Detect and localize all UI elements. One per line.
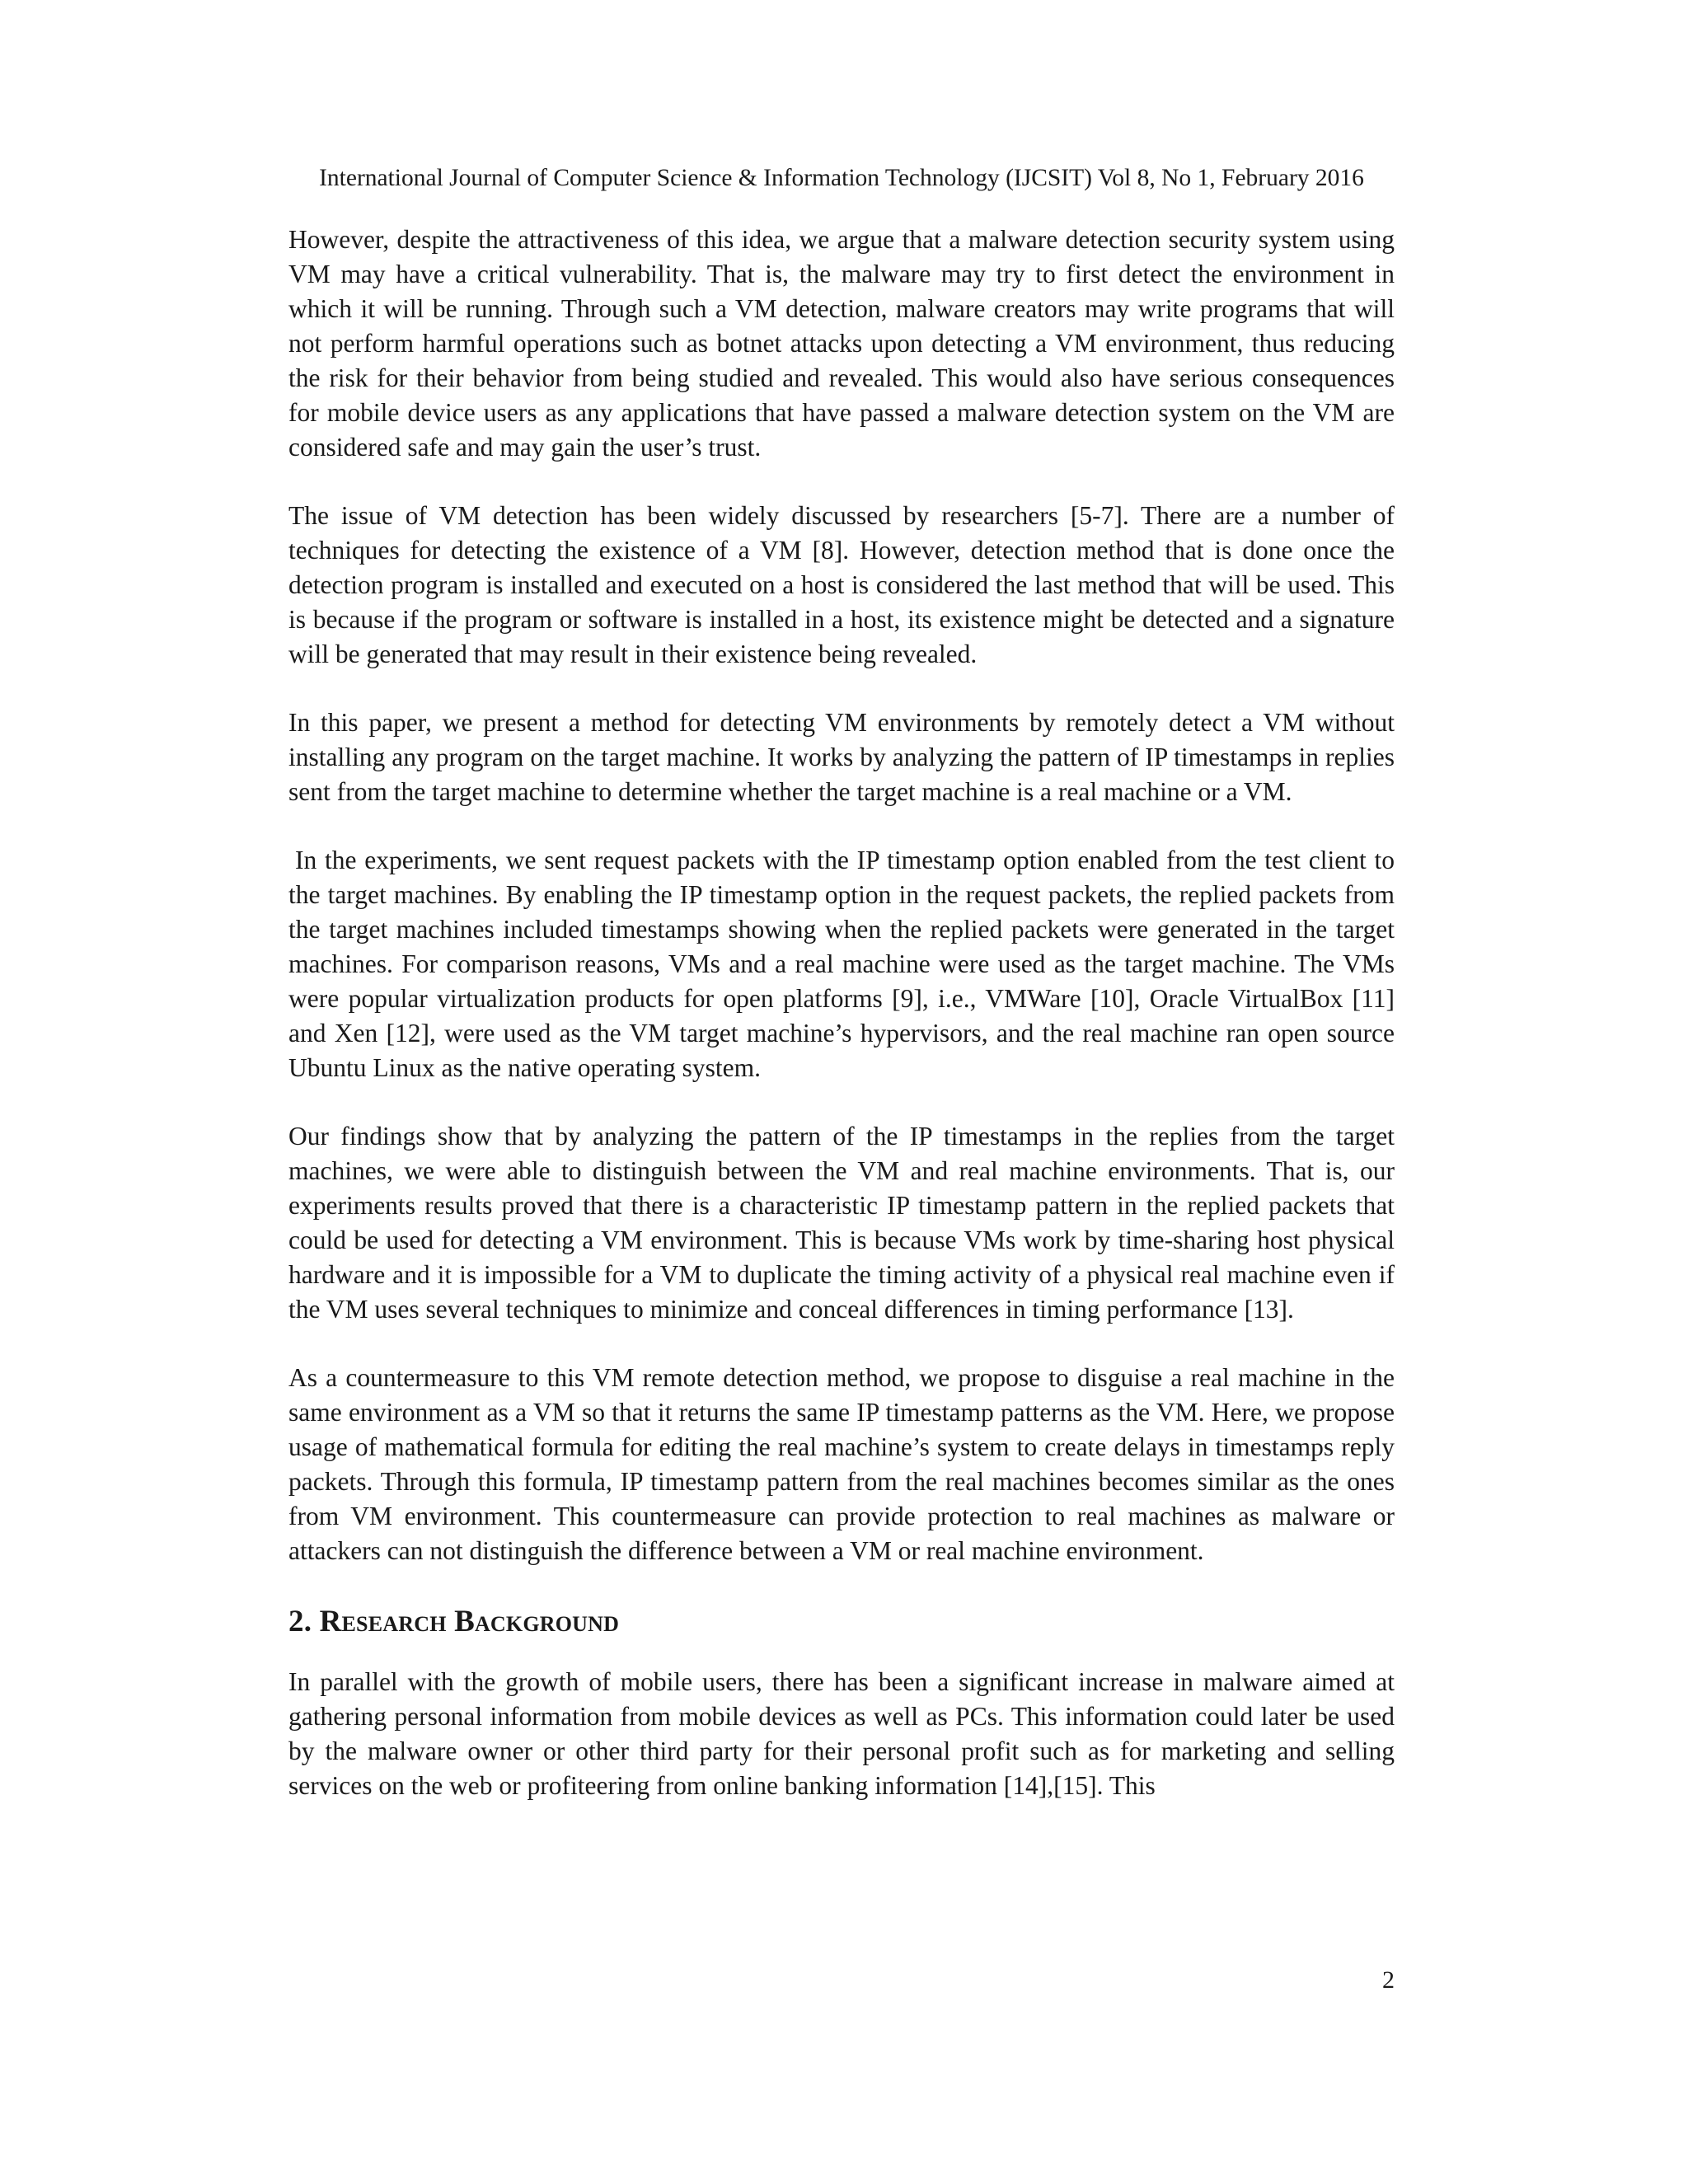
page-number: 2 (1382, 1966, 1395, 1994)
paragraph-experiments: In the experiments, we sent request packets with the IP timestamp option enabled from the test client to the target machines. By enabling the IP timestamp option in the request packets, the replied packets from the target machines included timestamps showing when the replied packets were generated in the target machines. For comparison reasons, VMs and a real machine were used as the target machine. The VMs were popular virtualization products for open platforms [9], i.e., VMWare [10], Oracle VirtualBox [11] and Xen [12], were used as the VM target machine’s hypervisors, and the real machine ran open source Ubuntu Linux as the native operating system. (288, 846, 1395, 1082)
paragraph-research-background: In parallel with the growth of mobile users, there has been a significant increase in malware aimed at gathering personal information from mobile devices as well as PCs. This information could later be used by the malware owner or other third party for their personal profit such as for marketing and selling services on the web or profiteering from online banking information [14],[15]. This (288, 1667, 1395, 1800)
paragraph-vm-vulnerability: However, despite the attractiveness of this idea, we argue that a malware detection security system using VM may have a critical vulnerability. That is, the malware may try to first detect the environment in which it will be running. Through such a VM detection, malware creators may write programs that will not perform harmful operations such as botnet attacks upon detecting a VM environment, thus reducing the risk for their behavior from being studied and revealed. This would also have serious consequences for mobile device users as any applications that have passed a malware detection system on the VM are considered safe and may gain the user’s trust. (288, 225, 1395, 462)
paragraph-countermeasure: As a countermeasure to this VM remote detection method, we propose to disguise a real machine in the same environment as a VM so that it returns the same IP timestamp patterns as the VM. Here, we propose usage of mathematical formula for editing the real machine’s system to create delays in timestamps reply packets. Through this formula, IP timestamp pattern from the real machines becomes similar as the ones from VM environment. This countermeasure can provide protection to real machines as malware or attackers can not distinguish the difference between a VM or real machine environment. (288, 1363, 1395, 1565)
running-header: International Journal of Computer Science & Information Technology (IJCSIT) Vol 8, No 1, February 2016 (319, 165, 1364, 191)
paragraph-vm-detection-issue: The issue of VM detection has been widely discussed by researchers [5-7]. There are a number of techniques for detecting the existence of a VM [8]. However, detection method that is done once the detection program is installed and executed on a host is considered the last method that will be used. This is because if the program or software is installed in a host, its existence might be detected and a signature will be generated that may result in their existence being revealed. (288, 501, 1395, 668)
paper-page (288, 0, 1395, 2184)
paragraph-findings: Our findings show that by analyzing the pattern of the IP timestamps in the replies from the target machines, we were able to distinguish between the VM and real machine environments. That is, our experiments results proved that there is a characteristic IP timestamp pattern in the replied packets that could be used for detecting a VM environment. This is because VMs work by time-sharing host physical hardware and it is impossible for a VM to duplicate the timing activity of a physical real machine even if the VM uses several techniques to minimize and conceal differences in timing performance [13]. (288, 1122, 1395, 1324)
section-heading: 2. Research Background (288, 1605, 620, 1638)
paragraph-proposed-method: In this paper, we present a method for detecting VM environments by remotely detect a VM without installing any program on the target machine. It works by analyzing the pattern of IP timestamps in replies sent from the target machine to determine whether the target machine is a real machine or a VM. (288, 708, 1395, 806)
body-text (288, 223, 1395, 1837)
